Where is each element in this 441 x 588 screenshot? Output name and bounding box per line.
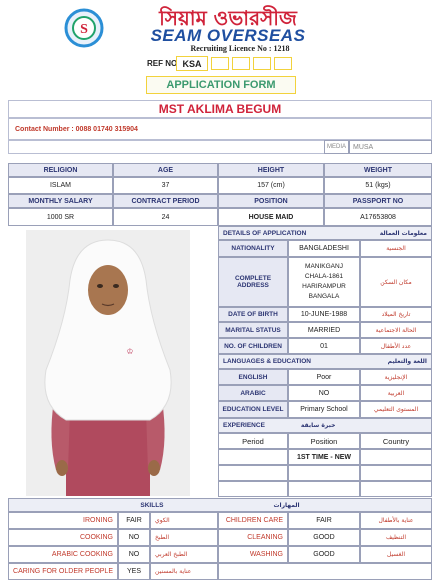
skill-washing-value: GOOD	[288, 546, 360, 563]
arabic-value: NO	[288, 385, 360, 401]
education-ar: المستوى التعليمي	[360, 401, 432, 418]
experience-cell	[360, 465, 432, 481]
experience-title: EXPERIENCE	[223, 422, 265, 429]
skill-children-care-ar: عناية بالأطفال	[360, 512, 432, 529]
skills-title-ar: المهارات	[273, 501, 300, 509]
experience-col-position: Position	[288, 433, 360, 449]
experience-cell	[218, 481, 288, 497]
nationality-label: NATIONALITY	[218, 240, 288, 257]
experience-cell	[288, 481, 360, 497]
marital-value: MARRIED	[288, 322, 360, 338]
licence-text: Recruiting Licence No : 1218	[190, 44, 290, 53]
media-label: MEDIA	[324, 140, 349, 154]
passport-value: A17653808	[324, 208, 432, 226]
children-label: NO. OF CHILDREN	[218, 338, 288, 354]
dob-label: DATE OF BIRTH	[218, 307, 288, 322]
skill-cooking-ar: الطبخ	[150, 529, 218, 546]
applicant-photo	[26, 230, 190, 496]
english-label: ENGLISH	[218, 369, 288, 385]
age-value: 37	[113, 177, 218, 194]
address-value: MANIKGANJ CHALA-1861 HARIRAMPUR BANGALA	[288, 257, 360, 307]
ref-box	[211, 57, 229, 70]
skills-empty-cell	[218, 563, 432, 580]
bengali-company-name: সিয়াম ওভারসীজ	[159, 6, 297, 30]
details-title: DETAILS OF APPLICATION	[223, 229, 307, 237]
experience-cell	[218, 465, 288, 481]
ref-value-box	[176, 56, 208, 71]
skill-elder-care-ar: عناية بالمسنين	[150, 563, 218, 580]
english-value: Poor	[288, 369, 360, 385]
details-title-ar: معلومات العمالة	[379, 229, 427, 237]
nationality-ar: الجنسية	[360, 240, 432, 257]
skill-ironing-ar: الكوي	[150, 512, 218, 529]
skill-children-care-label: CHILDREN CARE	[218, 512, 288, 529]
skill-washing-ar: الغسيل	[360, 546, 432, 563]
experience-col-period: Period	[218, 433, 288, 449]
religion-header: RELIGION	[8, 163, 113, 177]
children-ar: عدد الأطفال	[360, 338, 432, 354]
weight-value: 51 (kgs)	[324, 177, 432, 194]
skill-ironing-label: IRONING	[8, 512, 118, 529]
arabic-label: ARABIC	[218, 385, 288, 401]
skill-arabic-cooking-label: ARABIC COOKING	[8, 546, 118, 563]
languages-section-header	[218, 354, 432, 369]
ref-value: KSA	[182, 58, 202, 69]
skill-arabic-cooking-ar: الطبخ العربي	[150, 546, 218, 563]
english-ar: الإنجليزية	[360, 369, 432, 385]
height-value: 157 (cm)	[218, 177, 324, 194]
company-name: SEAM OVERSEAS	[150, 26, 306, 45]
ref-label: REF NO	[147, 59, 178, 68]
skill-arabic-cooking-value: NO	[118, 546, 150, 563]
contract-header: CONTRACT PERIOD	[113, 194, 218, 208]
experience-cell	[288, 465, 360, 481]
skill-cleaning-ar: التنظيف	[360, 529, 432, 546]
skill-cleaning-label: CLEANING	[218, 529, 288, 546]
salary-value: 1000 SR	[8, 208, 113, 226]
company-logo	[64, 8, 104, 48]
languages-title: LANGUAGES & EDUCATION	[223, 358, 311, 365]
details-section-header	[218, 226, 432, 240]
passport-header: PASSPORT NO	[324, 194, 432, 208]
contact-row	[8, 118, 432, 140]
ref-box	[232, 57, 250, 70]
education-label: EDUCATION LEVEL	[218, 401, 288, 418]
religion-value: ISLAM	[8, 177, 113, 194]
experience-col-country: Country	[360, 433, 432, 449]
arabic-ar: العربية	[360, 385, 432, 401]
marital-label: MARITAL STATUS	[218, 322, 288, 338]
ref-box	[253, 57, 271, 70]
skill-elder-care-label: CARING FOR OLDER PEOPLE	[8, 563, 118, 580]
marital-ar: الحالة الاجتماعية	[360, 322, 432, 338]
experience-cell	[360, 449, 432, 465]
skill-washing-label: WASHING	[218, 546, 288, 563]
skill-cleaning-value: GOOD	[288, 529, 360, 546]
education-value: Primary School	[288, 401, 360, 418]
skill-cooking-label: COOKING	[8, 529, 118, 546]
skill-children-care-value: FAIR	[288, 512, 360, 529]
applicant-name: MST AKLIMA BEGUM	[8, 100, 432, 118]
skills-section-header	[8, 498, 432, 512]
nationality-value: BANGLADESHI	[288, 240, 360, 257]
languages-title-ar: اللغة والتعليم	[387, 358, 427, 365]
form-title: APPLICATION FORM	[146, 76, 296, 94]
contact-number: Contact Number : 0088 01740 315904	[15, 125, 138, 133]
skill-cooking-value: NO	[118, 529, 150, 546]
children-value: 01	[288, 338, 360, 354]
ref-box	[274, 57, 292, 70]
svg-text:S: S	[80, 22, 88, 37]
contract-value: 24	[113, 208, 218, 226]
dob-value: 10-JUNE-1988	[288, 307, 360, 322]
address-ar: مكان السكن	[360, 257, 432, 307]
skill-elder-care-value: YES	[118, 563, 150, 580]
experience-section-header	[218, 418, 432, 433]
weight-header: WEIGHT	[324, 163, 432, 177]
position-header: POSITION	[218, 194, 324, 208]
experience-cell	[360, 481, 432, 497]
skills-title: SKILLS	[140, 501, 164, 509]
media-value: MUSA	[349, 140, 432, 154]
dob-ar: تاريخ الميلاد	[360, 307, 432, 322]
age-header: AGE	[113, 163, 218, 177]
address-label: COMPLETE ADDRESS	[218, 257, 288, 307]
svg-text:♔: ♔	[126, 347, 134, 356]
skill-ironing-value: FAIR	[118, 512, 150, 529]
salary-header: MONTHLY SALARY	[8, 194, 113, 208]
experience-entry: 1ST TIME - NEW	[288, 449, 360, 465]
experience-title-ar: خبرة سابقة	[300, 422, 336, 429]
height-header: HEIGHT	[218, 163, 324, 177]
position-value: HOUSE MAID	[218, 208, 324, 226]
experience-cell	[218, 449, 288, 465]
